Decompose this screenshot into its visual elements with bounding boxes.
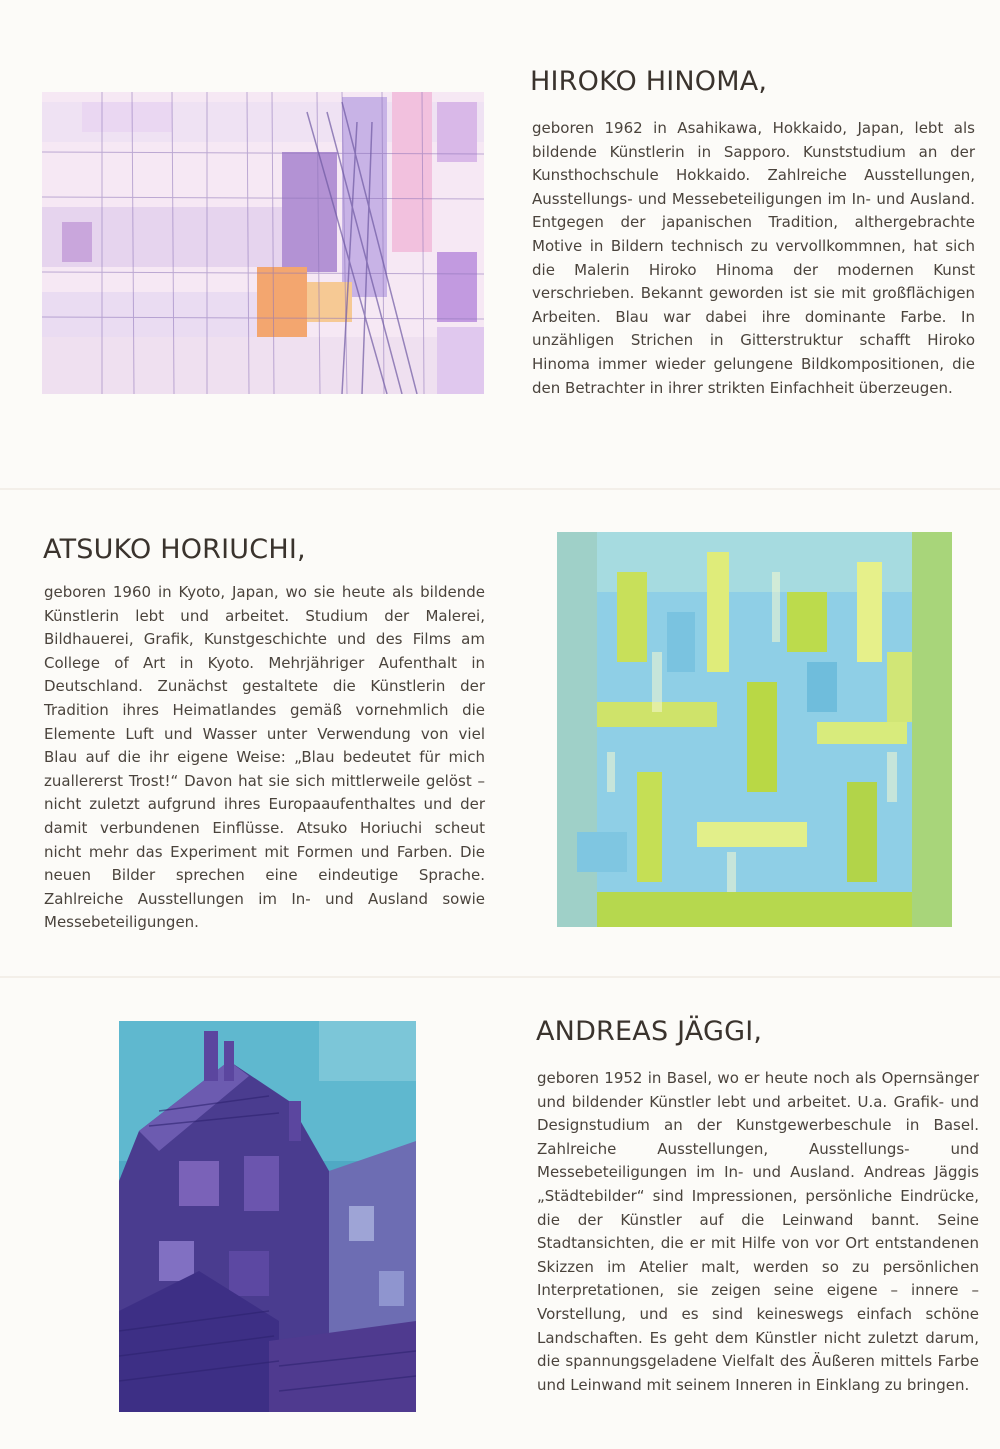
artist-bio-horiuchi: geboren 1960 in Kyoto, Japan, wo sie heute als bildende Künstlerin lebt und arbeitet. Studium der Malerei, Bildhauerei, Grafik, Kunstgeschichte und des Films am College of Art in Kyoto. Mehrjähriger Aufenthalt in Deutschland. Zunächst gestaltete die Künstlerin der Tradition ihres Heimatlandes gemäß vornehmlich die Elemente Luft und Wasser unter Verwendung von viel Blau auf die ihr eigene Weise: „Blau bedeutet für mich zuallererst Trost!“ Davon hat sie sich mittlerweile gelöst – nicht zuletzt aufgrund ihres Europaaufenthaltes und der damit verbundenen Einflüsse. Atsuko Horiuchi scheut nicht mehr das Experiment mit Formen und Farben. Die neuen Bilder sprechen eine eindeutige Sprache. Zahlreiche Ausstellungen im In- und Ausland sowie Messebeteiligungen. [44,583,485,932]
artist-name-horiuchi: ATSUKO HORIUCHI, [43,534,306,565]
artist-bio-jaeggi: geboren 1952 in Basel, wo er heute noch als Opernsänger und bildender Künstler lebt und arbeitet. U.a. Grafik- und Designstudium an der Kunstgewerbeschule in Basel. Zahlreiche Ausstellungen, Ausstellungs- und Messebeteiligungen im In- und Ausland. Andreas Jäggis „Städtebilder“ sind Impressionen, persönliche Eindrücke, die der Künstler auf die Leinwand bannt. Seine Stadtansichten, die er mit Hilfe von vor Ort entstandenen Skizzen im Atelier malt, werden so zu persönlichen Interpretationen, sie zeigen seine eigene – innere – Vorstellung, und es sind keineswegs einfach schöne Landschaften. Es geht dem Künstler nicht zuletzt darum, die spannungsgeladene Vielfalt des Äußeren mittels Farbe und Leinwand mit seinem Inneren in Einklang zu bringen. [537,1069,979,1394]
artist-bio-hinoma: geboren 1962 in Asahikawa, Hokkaido, Japan, lebt als bildende Künstlerin in Sapporo. Kunststudium an der Kunsthochschule Hokkaido. Zahlreiche Ausstellungen, Ausstellungs- und Messebeteiligungen im In- und Ausland. Entgegen der japanischen Tradition, althergebrachte Motive in Bildern technisch zu vervollkommnen, hat sich die Malerin Hiroko Hinoma der modernen Kunst verschrieben. Bekannt geworden ist sie mit großflächigen Arbeiten. Blau war dabei ihre dominante Farbe. In unzähligen Strichen in Gitterstruktur schafft Hiroko Hinoma immer wieder gelungene Bildkompositionen, die den Betrachter in ihrer strikten Einfachheit überzeugen. [532,119,975,397]
artist-name-jaeggi: ANDREAS JÄGGI, [536,1016,763,1047]
painting-jaeggi [119,1021,416,1412]
painting-horiuchi [557,532,952,927]
section-divider [0,488,1000,490]
section-divider [0,976,1000,978]
artist-name-hinoma: HIROKO HINOMA, [530,66,768,97]
painting-hinoma [42,92,484,394]
